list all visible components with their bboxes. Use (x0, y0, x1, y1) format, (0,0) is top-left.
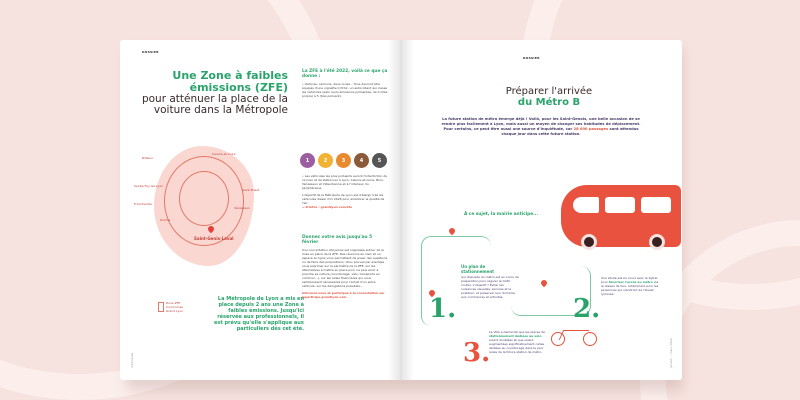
title-line-2: pour atténuer la place de la voiture dans la Métropole (141, 92, 288, 117)
bicycle-icon (551, 322, 601, 348)
map-label: Sainte-Foy-les-Lyon (134, 184, 164, 188)
zfe-heading: La ZFE à l'été 2022, voilà ce que ça donne : (302, 69, 388, 79)
page-title (439, 86, 659, 108)
magazine-spine (388, 40, 414, 380)
step-number: 2. (573, 294, 601, 324)
legend-item: Grand Lyon (166, 308, 184, 313)
section-tag: DOSSIER (523, 56, 540, 60)
opinion-heading: Donnez votre avis jusqu'au 5 février (302, 235, 373, 245)
page-title (138, 70, 288, 116)
bus-window (641, 197, 671, 213)
section-tag: DOSSIER (142, 50, 159, 54)
map-ring-road (179, 171, 229, 226)
map-pin-icon (448, 227, 456, 235)
map-label: Oullins (160, 218, 171, 222)
step-2-end: via le réseau de bus, notamment pour les personnes qui viendront de l'Ouest lyonnais. (601, 280, 659, 297)
intro-paragraph (441, 117, 641, 137)
bus-window (573, 197, 599, 213)
step-1-heading: Un plan de stationnement (461, 264, 495, 275)
map-label: Caluire-et-Cuire (212, 152, 236, 156)
step-2-text: Une étude est en cours avec le Sytral pour (601, 276, 658, 285)
participate-link[interactable]: Informez-vous et participez à la concertation sur jeparticipe.grandlyon.com (302, 291, 385, 300)
step-2 (601, 276, 661, 296)
step-3-text: La Ville a demandé que les places de (489, 330, 545, 334)
critair-sticker: 1 (300, 153, 315, 168)
map-legend (166, 302, 183, 314)
critair-sticker: 4 (354, 153, 369, 168)
title-line-1: Préparer l'arrivée (505, 86, 593, 97)
critair-sticker: 2 (318, 153, 333, 168)
step-number: 3. (463, 338, 491, 368)
map-label: Rillieux (142, 156, 153, 160)
bus-wheel (581, 234, 597, 250)
step-number: 1. (429, 294, 457, 324)
folio: métropole (130, 352, 134, 368)
step-3-end: soient doublées et que soient augmentées significativement celles dédiées au covoiturage dans le parc relais de la future station de métro. (489, 338, 545, 355)
critair-sticker: 5 (372, 153, 387, 168)
polluting-column (302, 174, 388, 209)
intro-text: La future station de métro émerge déjà ! Voilà, pour les Saint-Genois, une belle occasion de se rendre plus facilement à Lyon, mais aussi un moyen de changer ses habitudes de déplacement. Pour certains, ce peut être aussi une source d'inquiétude, car (441, 117, 641, 131)
title-line-1: Une Zone à faibles émissions (ZFE) (172, 69, 288, 94)
sub-heading: À ce sujet, la mairie anticipe... (463, 212, 539, 217)
legend-item: Zone ZFE (166, 301, 181, 305)
bus-wheel (649, 234, 665, 250)
intro-highlight: 28 000 passages (573, 126, 609, 131)
step-1 (461, 264, 519, 299)
bike-frame (559, 330, 590, 340)
step-2-highlight: favoriser l'accès au métro (608, 280, 653, 285)
step-1-text: qui dissuade du métro est en cours de préparation pour réguler le trafic routier. L'objectif ? Éviter les nuisances visuelles, sonores et la pollution, et préserver leur domicile, aux commerces et activités. (461, 274, 519, 300)
more-info-link[interactable]: → D'infos : grandlyon.com/zfe (302, 205, 352, 210)
title-line-2: du Métro B (517, 97, 581, 108)
opinion-column (302, 236, 388, 299)
intro-end: sont attendus chaque jour dans cette future station. (501, 126, 639, 136)
bus-window (605, 197, 635, 213)
critair-stickers (300, 153, 390, 169)
legend-swatch (158, 302, 164, 312)
zfe-column (302, 70, 388, 98)
zfe-map (134, 136, 282, 296)
lead-paragraph: La Métropole de Lyon a mis en place depuis 2 ans une Zone à faibles émissions. Jusqu'ici réservée aux professionnels, il est prévu qu'elle s'applique aux particuliers dès cet été. (213, 296, 304, 332)
map-label: Francheville (134, 202, 152, 206)
map-caption: Saint-Genis-Laval (194, 236, 234, 241)
open-magazine (120, 40, 682, 386)
right-page (401, 40, 682, 380)
step-3 (489, 330, 547, 354)
left-page (120, 40, 401, 380)
polluting-text: • Les véhicules les plus polluants auront l'interdiction de circuler et de stationner à Lyon, Caluire-et-Cuire, Bron, Vénissieux et Villeurbanne et à l'intérieur du périphérique. (302, 174, 388, 191)
zfe-text: • Voitures, camions, deux-roues... Tous devront être équipés d'une vignette Crit'Air, un autocollant qui classe les véhicules selon leurs émissions polluantes, de 0 (très propre) à 5 (très polluant). (302, 81, 388, 99)
step-3-highlight: stationnement dédiées au vélo (489, 334, 542, 339)
legend-item: Communes (166, 304, 183, 309)
critair-sticker: 3 (336, 153, 351, 168)
map-label: Saint-Priest (242, 188, 260, 192)
opinion-text: Une concertation citoyenne est organisée autour de la mise en place de la ZFE. Des réunions en visio et un espace en ligne vous permettent de poser des questions ou de faire des propositions. Vous pouvez par exemple vous exprimer sur le périmètre de la ZFE, sur les alternatives à mettre en place pour ne plus avoir à prendre sa voiture (covoiturage, vélo, transports en commun...), sur les aides financières qui vous sembleraient nécessaires pour l'achat d'un autre véhicule, sur les dérogations possibles... (302, 247, 388, 289)
map-label: Vénissieux (234, 206, 250, 210)
folio: janvier – mars 2022 (669, 338, 673, 368)
goal-text: L'objectif de la Métropole de Lyon est d'élargir très les véhicules diesel d'ici 2026 pour améliorer la qualité de l'air. (302, 193, 385, 206)
